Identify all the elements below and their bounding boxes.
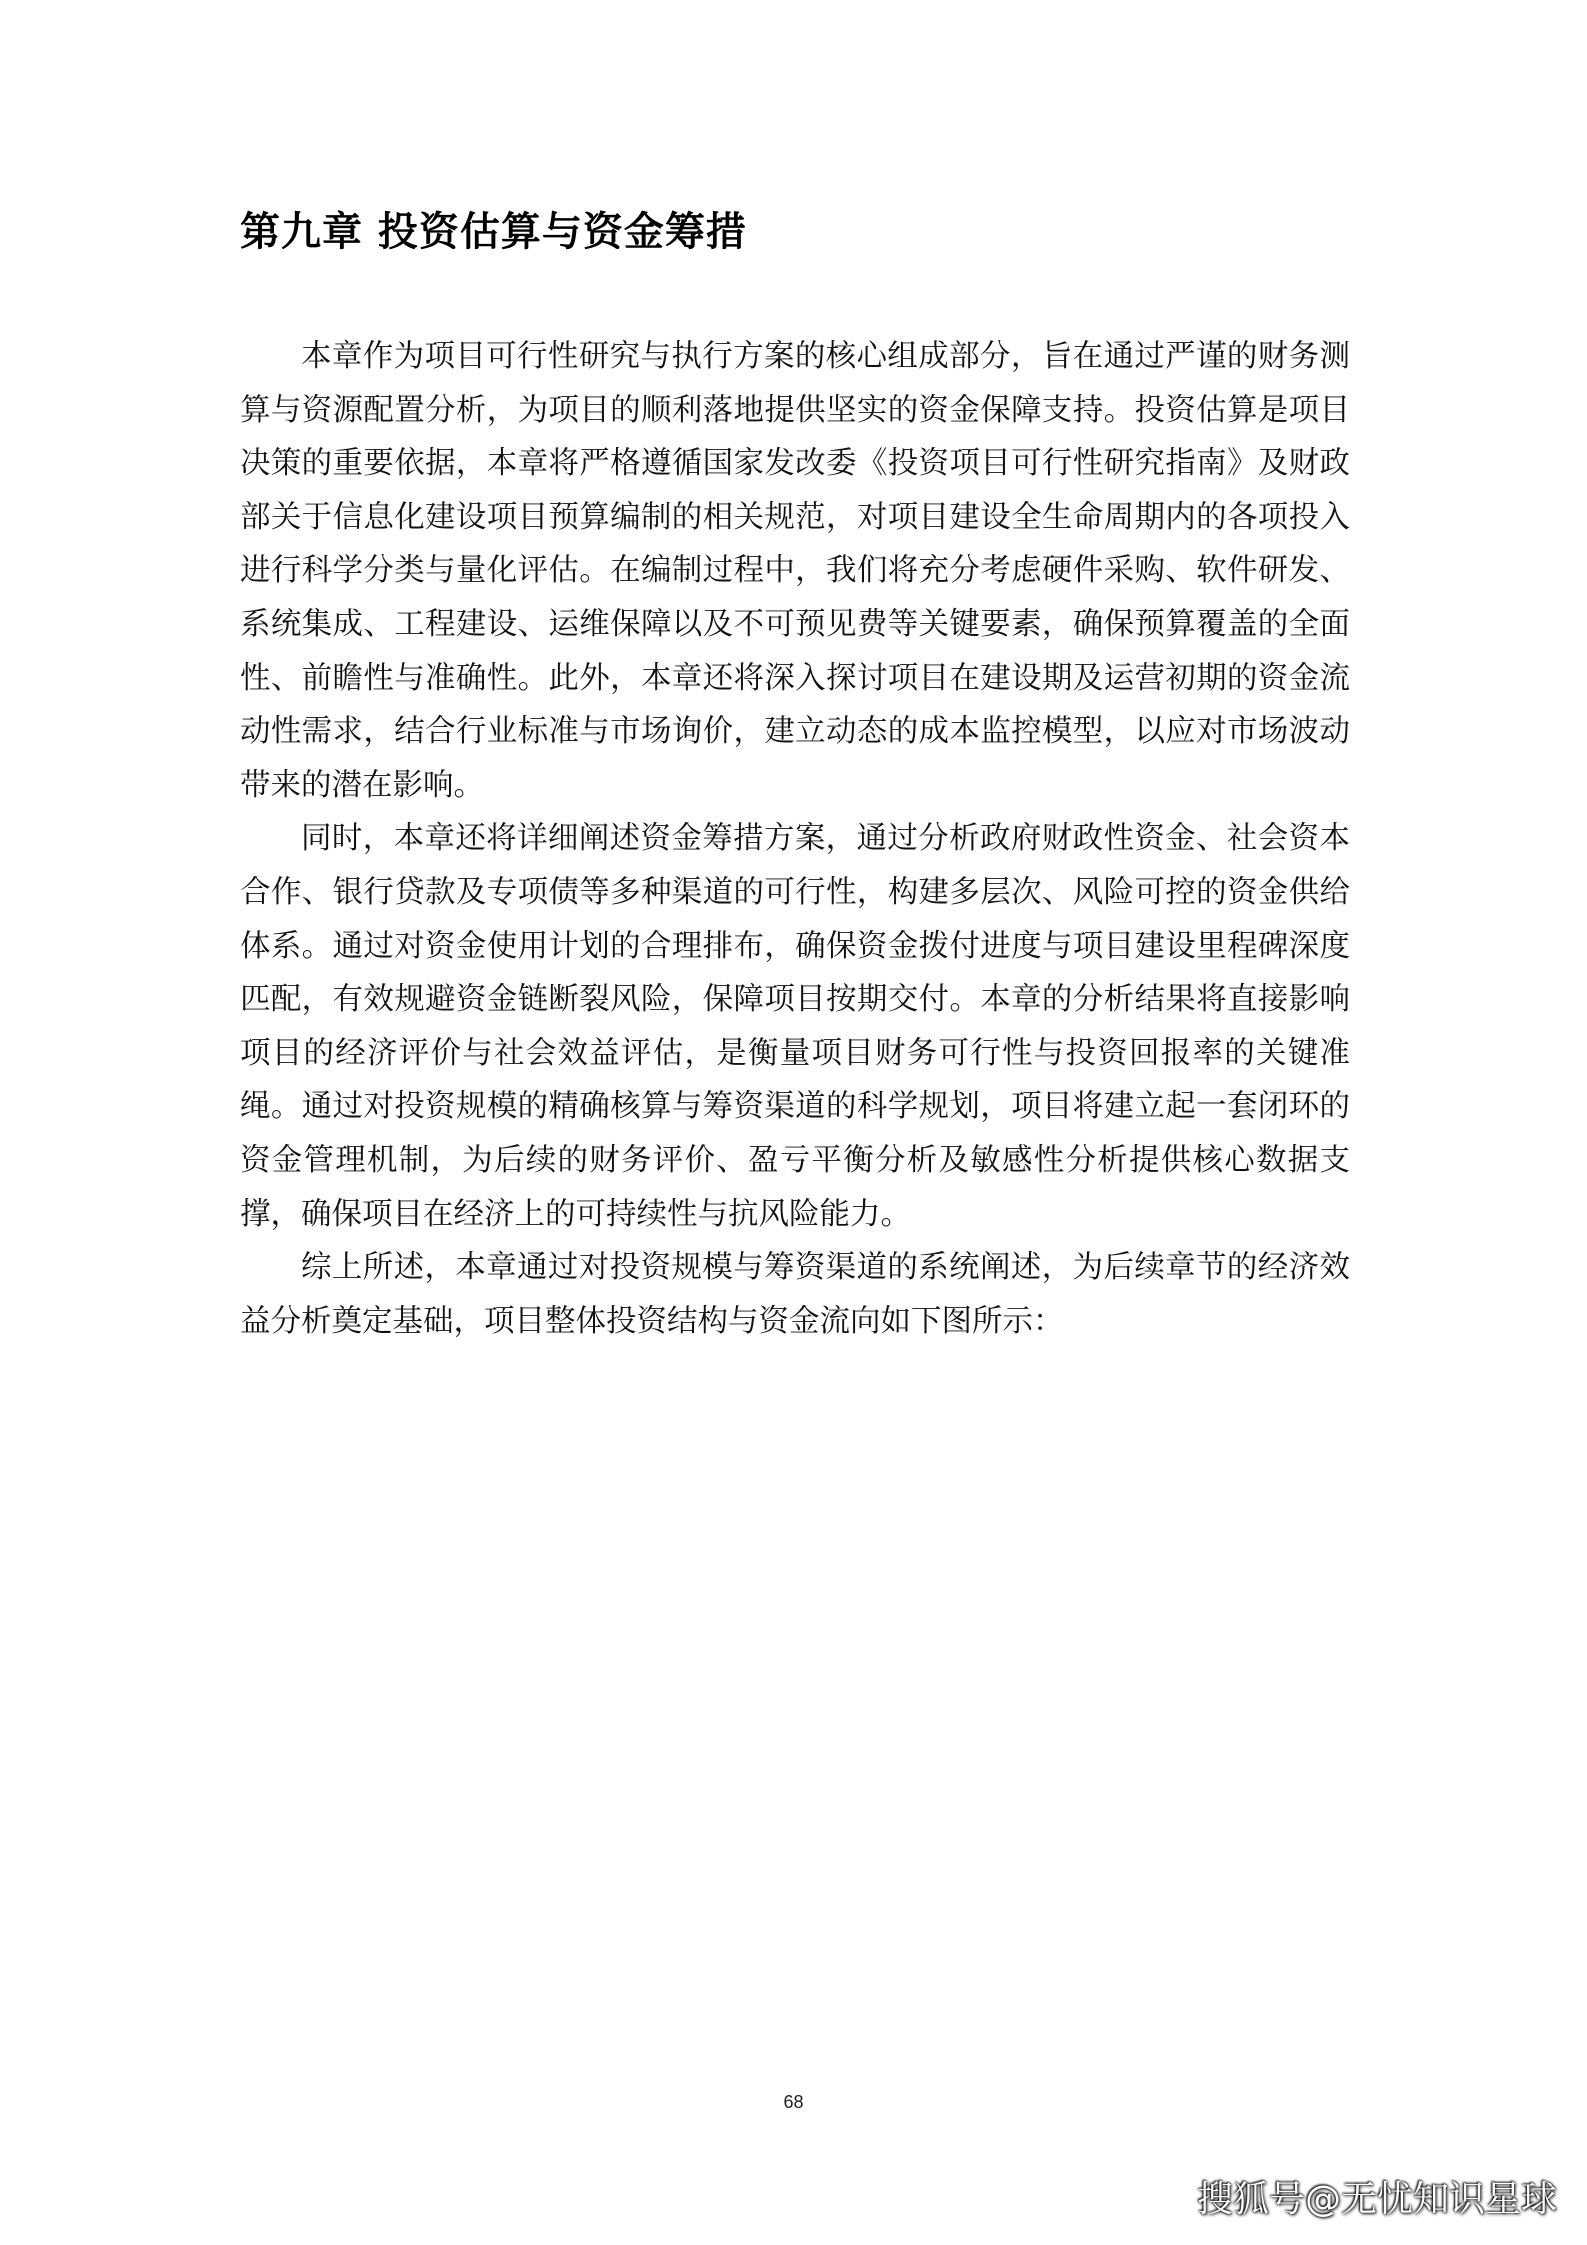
page-number: 68 (783, 2092, 804, 2112)
chapter-body (240, 330, 1350, 1348)
watermark: 搜狐号@无忧知识星球 (1196, 2179, 1557, 2220)
chapter-title: 第九章 投资估算与资金筹措 (240, 209, 747, 255)
paragraph-intro: 本章作为项目可行性研究与执行方案的核心组成部分，旨在通过严谨的财务测算与资源配置分析，为项目的顺利落地提供坚实的资金保障支持。投资估算是项目决策的重要依据，本章将严格遵循国家发改委《投资项目可行性研究指南》及财政部关于信息化建设项目预算编制的相关规范，对项目建设全生命周期内的各项投入进行科学分类与量化评估。在编制过程中，我们将充分考虑硬件采购、软件研发、系统集成、工程建设、运维保障以及不可预见费等关键要素，确保预算覆盖的全面性、前瞻性与准确性。此外，本章还将深入探讨项目在建设期及运营初期的资金流动性需求，结合行业标准与市场询价，建立动态的成本监控模型，以应对市场波动带来的潜在影响。 (240, 339, 1350, 803)
paragraph-summary: 综上所述，本章通过对投资规模与筹资渠道的系统阐述，为后续章节的经济效益分析奠定基础，项目整体投资结构与资金流向如下图所示： (240, 1250, 1350, 1339)
paragraph-funding: 同时，本章还将详细阐述资金筹措方案，通过分析政府财政性资金、社会资本合作、银行贷款及专项债等多种渠道的可行性，构建多层次、风险可控的资金供给体系。通过对资金使用计划的合理排布，确保资金拨付进度与项目建设里程碑深度匹配，有效规避资金链断裂风险，保障项目按期交付。本章的分析结果将直接影响项目的经济评价与社会效益评估，是衡量项目财务可行性与投资回报率的关键准绳。通过对投资规模的精确核算与筹资渠道的科学规划，项目将建立起一套闭环的资金管理机制，为后续的财务评价、盈亏平衡分析及敏感性分析提供核心数据支撑，确保项目在经济上的可持续性与抗风险能力。 (240, 821, 1350, 1232)
